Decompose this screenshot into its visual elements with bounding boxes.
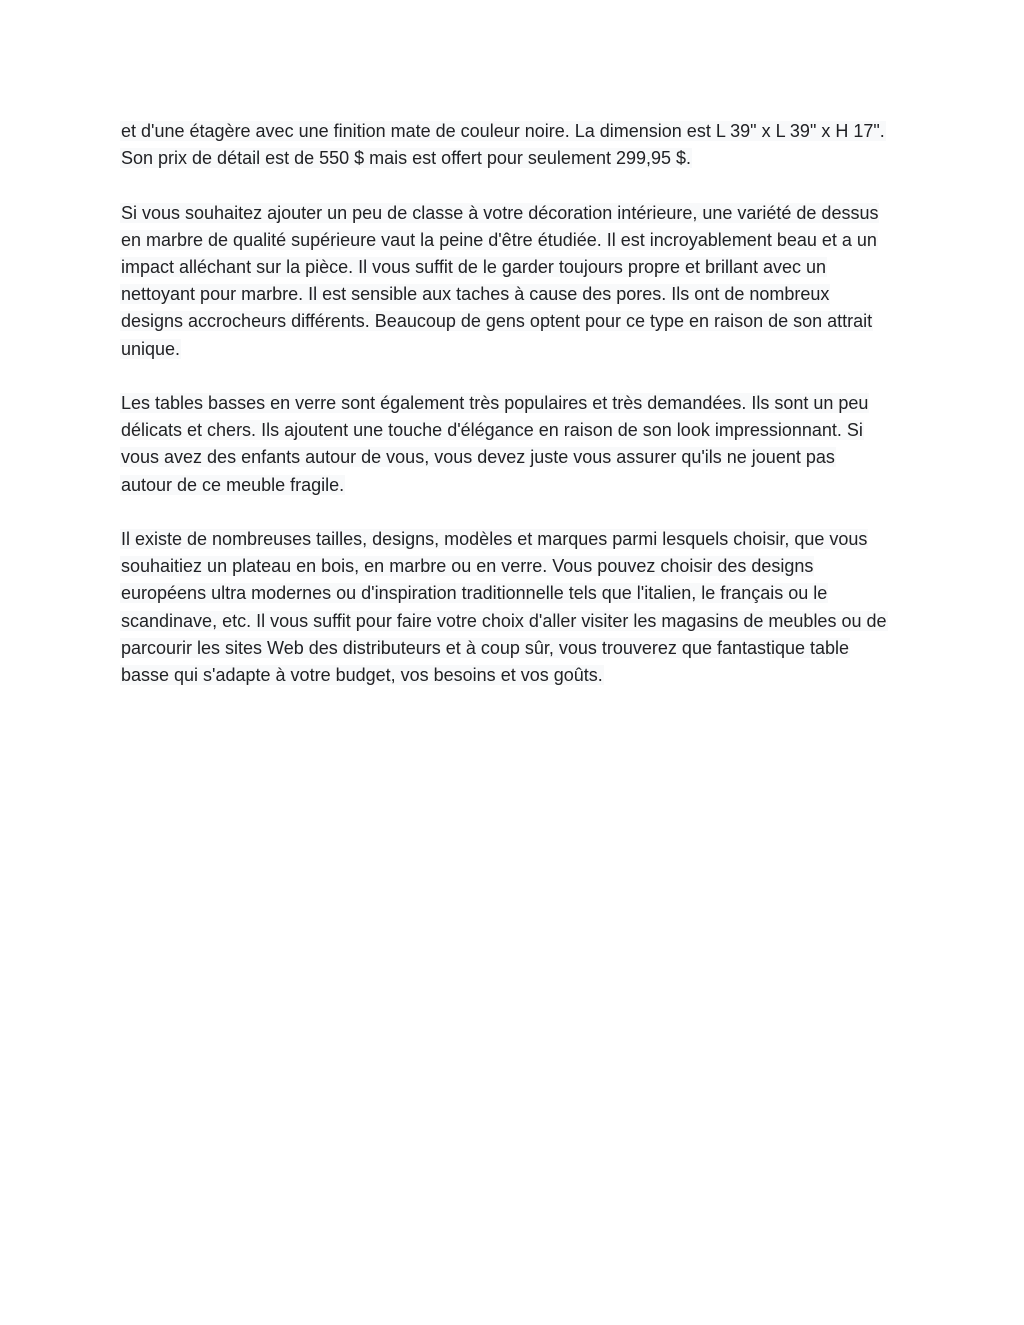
paragraph-3	[120, 390, 910, 499]
text-line: Si vous souhaitez ajouter un peu de classe à votre décoration intérieure, une variété de dessus	[121, 202, 879, 223]
paragraph-1	[120, 118, 910, 172]
text-line: scandinave, etc. Il vous suffit pour faire votre choix d'aller visiter les magasins de meubles ou de	[121, 610, 887, 631]
text-line: Il existe de nombreuses tailles, designs, modèles et marques parmi lesquels choisir, que vous	[121, 529, 868, 549]
text-line: nettoyant pour marbre. Il est sensible aux taches à cause des pores. Ils ont de nombreux	[121, 284, 830, 305]
document-body	[120, 118, 910, 716]
paragraph-2	[120, 200, 910, 363]
paragraph-4	[120, 526, 910, 689]
text-line: délicats et chers. Ils ajoutent une touche d'élégance en raison de son look impressionnant. Si	[121, 420, 863, 441]
text-line: vous avez des enfants autour de vous, vous devez juste vous assurer qu'ils ne jouent pas	[121, 447, 835, 468]
text-line: en marbre de qualité supérieure vaut la peine d'être étudiée. Il est incroyablement beau et a un	[121, 229, 877, 250]
text-line: basse qui s'adapte à votre budget, vos besoins et vos goûts.	[121, 665, 603, 686]
text-line: européens ultra modernes ou d'inspiration traditionnelle tels que l'italien, le français ou le	[121, 583, 828, 604]
text-line: parcourir les sites Web des distributeurs et à coup sûr, vous trouverez que fantastique table	[121, 637, 850, 658]
text-line: autour de ce meuble fragile.	[121, 474, 345, 495]
text-line: souhaitiez un plateau en bois, en marbre ou en verre. Vous pouvez choisir des designs	[121, 556, 814, 577]
text-line: Son prix de détail est de 550 $ mais est offert pour seulement 299,95 $.	[121, 148, 692, 169]
text-line: unique.	[121, 338, 181, 359]
text-line: designs accrocheurs différents. Beaucoup de gens optent pour ce type en raison de son attrait	[121, 311, 873, 332]
text-line: et d'une étagère avec une finition mate de couleur noire. La dimension est L 39" x L 39" x H 17".	[121, 121, 885, 141]
text-line: impact alléchant sur la pièce. Il vous suffit de le garder toujours propre et brillant avec un	[121, 257, 827, 277]
text-line: Les tables basses en verre sont également très populaires et très demandées. Ils sont un peu	[121, 393, 869, 413]
